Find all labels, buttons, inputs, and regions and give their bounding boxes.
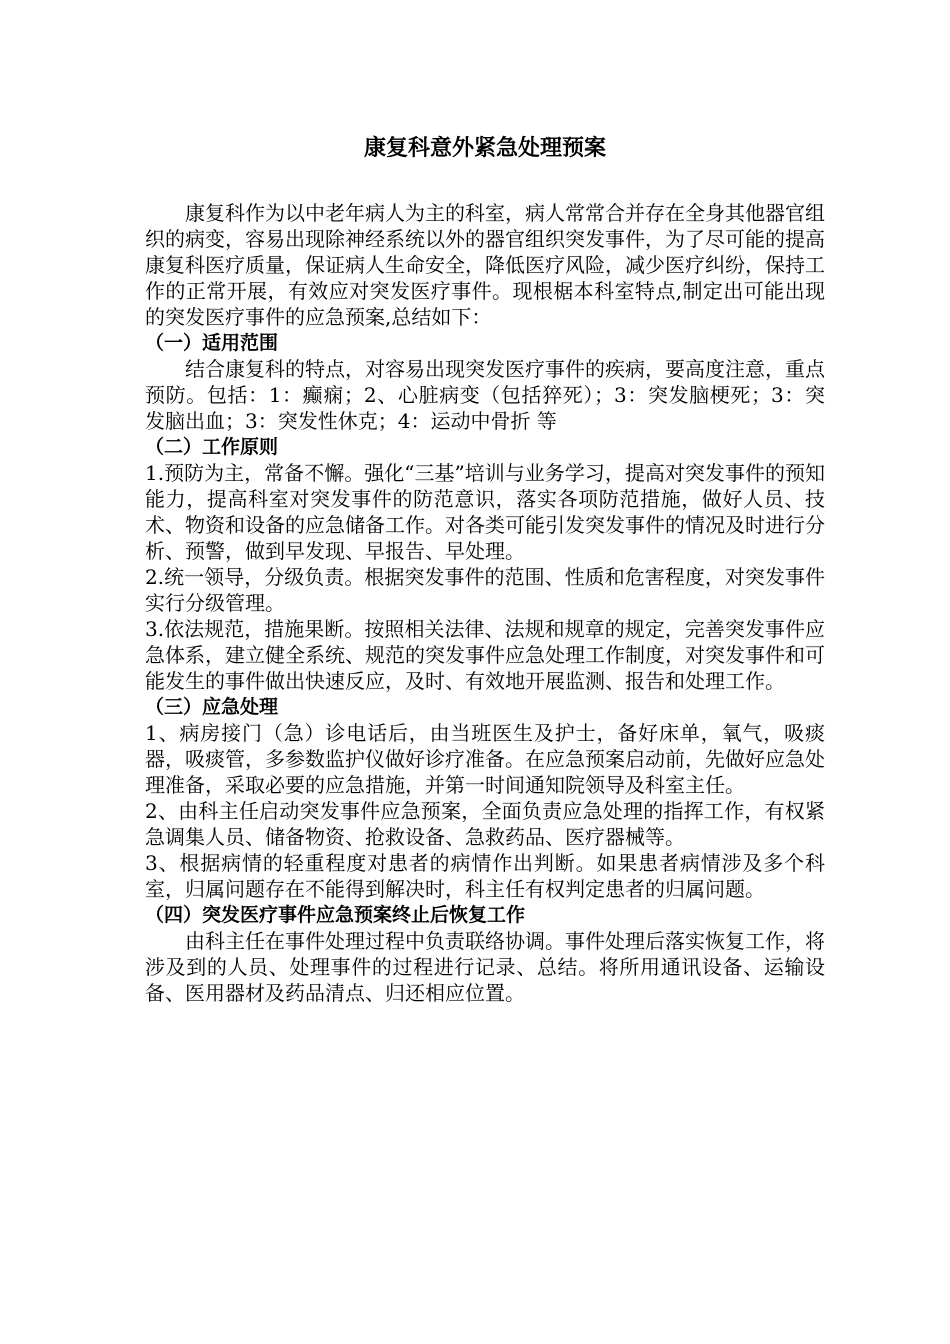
document-body (145, 130, 825, 1006)
section-2-heading: （二）工作原则 (145, 436, 279, 458)
section-3-item: 3、根据病情的轻重程度对患者的病情作出判断。如果患者病情涉及多个科室，归属问题存在不能得到解决时，科主任有权判定患者的归属问题。 (145, 851, 825, 901)
section-3-item: 2、由科主任启动突发事件应急预案，全面负责应急处理的指挥工作，有权紧急调集人员、储备物资、抢救设备、急救药品、医疗器械等。 (145, 799, 825, 849)
section-2-item: 2.统一领导，分级负责。根据突发事件的范围、性质和危害程度，对突发事件实行分级管理。 (145, 565, 825, 615)
section-1-paragraph: 结合康复科的特点，对容易出现突发医疗事件的疾病，要高度注意，重点预防。包括：1：癫痫；2、心脏病变（包括猝死）；3：突发脑梗死；3：突发脑出血；3：突发性休克；4：运动中骨折 等 (145, 357, 825, 433)
section-4-paragraph: 由科主任在事件处理过程中负责联络协调。事件处理后落实恢复工作，将涉及到的人员、处理事件的过程进行记录、总结。将所用通讯设备、运输设备、医用器材及药品清点、归还相应位置。 (145, 929, 825, 1005)
section-4-heading: （四）突发医疗事件应急预案终止后恢复工作 (145, 904, 526, 926)
section-1-heading: （一）适用范围 (145, 332, 279, 354)
section-3-item: 1、病房接门（急）诊电话后，由当班医生及护士，备好床单，氧气，吸痰器，吸痰管，多参数监护仪做好诊疗准备。在应急预案启动前，先做好应急处理准备，采取必要的应急措施，并第一时间通知院领导及科室主任。 (145, 721, 825, 797)
section-2-item: 1.预防为主，常备不懈。强化“三基”培训与业务学习，提高对突发事件的预知能力，提高科室对突发事件的防范意识，落实各项防范措施，做好人员、技术、物资和设备的应急储备工作。对各类可能引发突发事件的情况及时进行分析、预警，做到早发现、早报告、早处理。 (145, 461, 825, 563)
section-2-item: 3.依法规范，措施果断。按照相关法律、法规和规章的规定，完善突发事件应急体系，建立健全系统、规范的突发事件应急处理工作制度，对突发事件和可能发生的事件做出快速反应，及时、有效地开展监测、报告和处理工作。 (145, 617, 825, 693)
document-title: 康复科意外紧急处理预案 (363, 136, 606, 161)
intro-paragraph: 康复科作为以中老年病人为主的科室，病人常常合并存在全身其他器官组织的病变，容易出现除神经系统以外的器官组织突发事件，为了尽可能的提高康复科医疗质量，保证病人生命安全，降低医疗风险，减少医疗纠纷，保持工作的正常开展，有效应对突发医疗事件。现根椐本科室特点,制定出可能出现的突发医疗事件的应急预案,总结如下： (145, 201, 825, 329)
section-3-heading: （三）应急处理 (145, 696, 279, 718)
